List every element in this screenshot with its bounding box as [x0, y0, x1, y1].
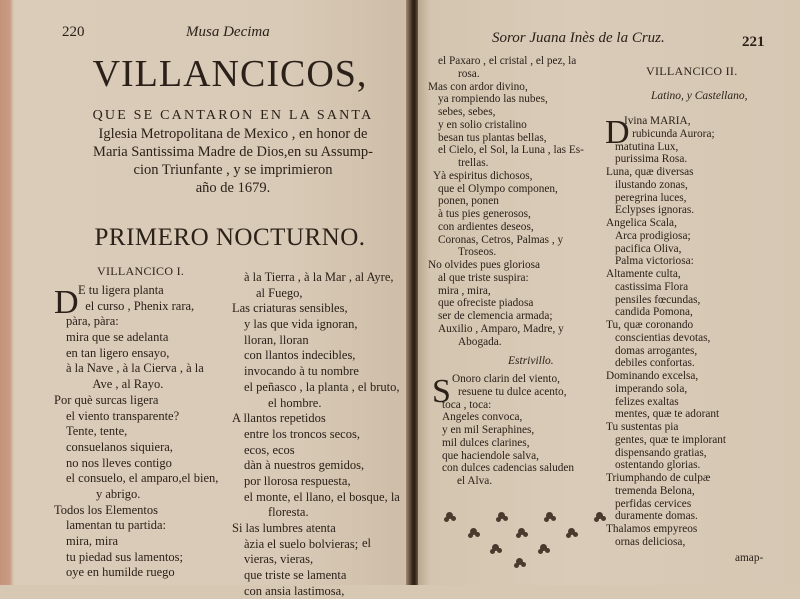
verse-line: imperando sola, [615, 382, 688, 395]
verse-line: al Fuego, [256, 285, 303, 300]
verse-line: castissima Flora [615, 280, 689, 293]
verse-line: A llantos repetidos [232, 411, 326, 426]
verse-line: debiles confortas. [615, 357, 695, 370]
verse-line: mil dulces clarines, [442, 436, 530, 449]
page-number: 220 [62, 24, 85, 40]
verse-line: ecos, ecos [244, 442, 295, 457]
verse-line: mira , mira, [438, 284, 491, 297]
verse-line: pàra, pàra: [66, 314, 119, 329]
drop-cap: D [54, 284, 79, 321]
verse-line: conscientias devotas, [615, 331, 711, 344]
verse-line: invocando à tu nombre [244, 364, 359, 379]
verse-line: y abrigo. [96, 486, 141, 501]
verse-line: purissima Rosa. [615, 153, 688, 166]
verse-line: con dulces cadencias saluden [442, 462, 575, 475]
villancico-heading: VILLANCICO I. [97, 264, 185, 278]
fleuron-icon [498, 512, 505, 519]
verse-line: con llantos indecibles, [244, 348, 356, 363]
verse-line: rosa. [458, 67, 480, 80]
verse-line: que haciendole salva, [442, 449, 539, 462]
fleuron-icon [568, 528, 575, 535]
fleuron-icon [470, 528, 477, 535]
verse-line: Troseos. [458, 246, 497, 259]
verse-line: Luna, quæ diversas [606, 166, 694, 178]
verse-line: à la Tierra , à la Mar , al Ayre, [244, 270, 394, 284]
verse-line: el Cielo, el Sol, la Luna , las Es- [438, 144, 584, 157]
subtitle [58, 107, 408, 197]
verse-line: resuene tu dulce acento, [458, 385, 567, 398]
verse-line: Tu, quæ coronando [606, 319, 694, 331]
verse-line: floresta. [268, 505, 309, 520]
verse-line: Las criaturas sensibles, [232, 301, 348, 316]
verse-line: No olvides pues gloriosa [428, 259, 541, 271]
verse-line: el viento transparente? [66, 408, 180, 423]
verse-line: consuelanos siquiera, [66, 439, 173, 454]
drop-cap: S [432, 373, 451, 410]
subtitle-line: Maria Santissima Madre de Dios,en su Assump- [93, 144, 373, 160]
fleuron-icon [596, 512, 603, 519]
verse-line: Mas con ardor divino, [428, 80, 528, 93]
running-head: Musa Decima [186, 24, 270, 40]
verse-line: Ave , al Rayo. [92, 377, 164, 392]
verse-line: Auxilio , Amparo, Madre, y [438, 322, 564, 335]
verse-line: ostentando glorias. [615, 459, 701, 472]
verse-line: el hombre. [268, 395, 322, 410]
verse-line: el curso , Phenix rara, [85, 298, 195, 313]
verse-line: con ardientes deseos, [438, 220, 534, 233]
verse-line: Todos los Elementos [54, 502, 158, 517]
verse-line: pensiles fœcundas, [615, 293, 701, 306]
verse-column [232, 270, 400, 599]
verse-line: tu piedad sus lamentos; [66, 549, 183, 564]
verse-line: dàn à nuestros gemidos, [244, 458, 365, 473]
villancico-subheading: Latino, y Castellano, [651, 90, 748, 102]
verse-line: el peñasco , la planta , el bruto, [244, 379, 400, 394]
subtitle-line: QUE SE CANTARON EN LA SANTA [92, 108, 374, 123]
fleuron-icon [492, 544, 499, 551]
verse-line: ya rompiendo las nubes, [438, 93, 548, 106]
verse-line: Coronas, Cetros, Palmas , y [438, 233, 564, 246]
verse-line: con ansia lastimosa, [244, 583, 345, 598]
verse-line: y las que vida ignoran, [244, 317, 358, 332]
verse-line: Arca prodigiosa; [615, 229, 691, 242]
right-page [418, 0, 800, 585]
verse-line: Angeles convoca, [442, 411, 523, 424]
page-number: 221 [742, 34, 765, 50]
verse-line: Abogada. [458, 335, 502, 348]
verse-line: lloran, lloran [244, 332, 309, 347]
verse-line: Tu sustentas pia [606, 421, 679, 433]
subtitle-line: Iglesia Metropolitana de Mexico , en honor de [98, 126, 368, 142]
verse-line: duramente domas. [615, 510, 698, 523]
verse-line: vieras, vieras, [244, 552, 314, 567]
verse-line: entre los troncos secos, [244, 426, 360, 441]
verse-line: Eclypses ignoras. [615, 204, 695, 217]
verse-line: Dominando excelsa, [606, 370, 699, 382]
verse-line: mentes, quæ te adorant [615, 408, 720, 421]
estrivillo-heading: Estrivillo. [508, 355, 554, 367]
verse-line: el consuelo, el amparo,el bien, [66, 471, 219, 486]
verse-column [54, 283, 218, 581]
subtitle-line: año de 1679. [195, 180, 271, 196]
verse-line: à tus pies generosos, [438, 208, 531, 220]
fleuron-icon [540, 544, 547, 551]
verse-line: mira que se adelanta [66, 330, 169, 345]
verse-line: Yà espiritus dichosos, [433, 169, 533, 182]
verse-line: el Paxaro , el cristal , el pez, la [438, 55, 577, 67]
verse-line: ser de clemencia armada; [438, 310, 553, 322]
verse-line: Tente, tente, [66, 424, 128, 439]
running-head: Soror Juana Inès de la Cruz. [492, 30, 665, 46]
verse-line: àzia el suelo bolvieras; [244, 536, 359, 551]
verse-line: que el Olympo componen, [438, 182, 558, 195]
section-heading: PRIMERO NOCTURNO. [94, 224, 366, 251]
verse-line: tremenda Belona, [615, 484, 695, 497]
verse-column [432, 373, 574, 488]
verse-line: felizes exaltas [615, 395, 679, 408]
verse-line: que ofreciste piadosa [438, 297, 534, 310]
verse-line: y en mil Seraphines, [442, 424, 535, 436]
verse-line: peregrina luces, [615, 191, 687, 204]
fleuron-icon [516, 558, 523, 565]
verse-column [606, 115, 726, 549]
verse-line: Palma victoriosa: [615, 255, 694, 268]
verse-line: pacifica Oliva, [615, 242, 682, 255]
verse-line: Por què surcas ligera [54, 392, 159, 407]
verse-line: mira, mira [66, 534, 119, 548]
verse-line: en tan ligero ensayo, [66, 345, 170, 360]
verse-line: à la Nave , à la Cierva , à la [66, 361, 204, 376]
verse-line: ilustando zonas, [615, 178, 688, 191]
verse-line: Triumphando de culpæ [606, 472, 711, 484]
page-title: VILLANCICOS, [92, 53, 368, 95]
catchword: amap- [735, 552, 764, 564]
verse-line: ponen, ponen [438, 195, 499, 208]
verse-line: que triste se lamenta [244, 568, 347, 583]
fleuron-icon [546, 512, 553, 519]
verse-line: perfidas cervices [615, 497, 692, 510]
verse-line: besan tus plantas bellas, [438, 131, 547, 144]
verse-line: Si las lumbres atenta [232, 521, 336, 535]
verse-line: no nos lleves contigo [66, 455, 172, 470]
verse-line: lamentan tu partida: [66, 518, 166, 533]
verse-line: sebes, sebes, [438, 106, 496, 118]
villancico-heading: VILLANCICO II. [646, 64, 738, 78]
verse-line: Altamente culta, [606, 268, 681, 280]
verse-line: Ivina MARIA, [624, 115, 691, 127]
verse-line: domas arrogantes, [615, 344, 698, 357]
verse-line: Onoro clarin del viento, [452, 373, 560, 385]
drop-cap: D [605, 114, 630, 151]
verse-line: y en solio cristalino [438, 118, 527, 131]
verse-line: candida Pomona, [615, 306, 693, 319]
verse-line: el Alva. [457, 475, 493, 487]
verse-line: al que triste suspira: [438, 271, 529, 284]
verse-line: dispensando gratias, [615, 446, 707, 459]
verse-line: rubicunda Aurora; [632, 127, 715, 140]
verse-line: el monte, el llano, el bosque, la [244, 489, 400, 504]
subtitle-line: cion Triunfante , y se imprimieron [133, 162, 333, 178]
fleuron-icon [446, 512, 453, 519]
fleuron-icon [518, 528, 525, 535]
verse-column [428, 55, 584, 348]
verse-line: Thalamos empyreos [606, 523, 698, 535]
verse-line: trellas. [458, 157, 489, 169]
verse-line: Angelica Scala, [606, 217, 677, 229]
verse-line: gentes, quæ te implorant [615, 433, 727, 446]
verse-line: toca , toca: [442, 398, 492, 411]
verse-line: oye en humilde ruego [66, 565, 175, 580]
verse-line: matutina Lux, [615, 140, 679, 153]
catchword: el [362, 536, 372, 550]
verse-line: E tu ligera planta [78, 283, 164, 297]
verse-line: ornas deliciosa, [615, 535, 686, 548]
verse-line: por llorosa respuesta, [244, 473, 351, 488]
